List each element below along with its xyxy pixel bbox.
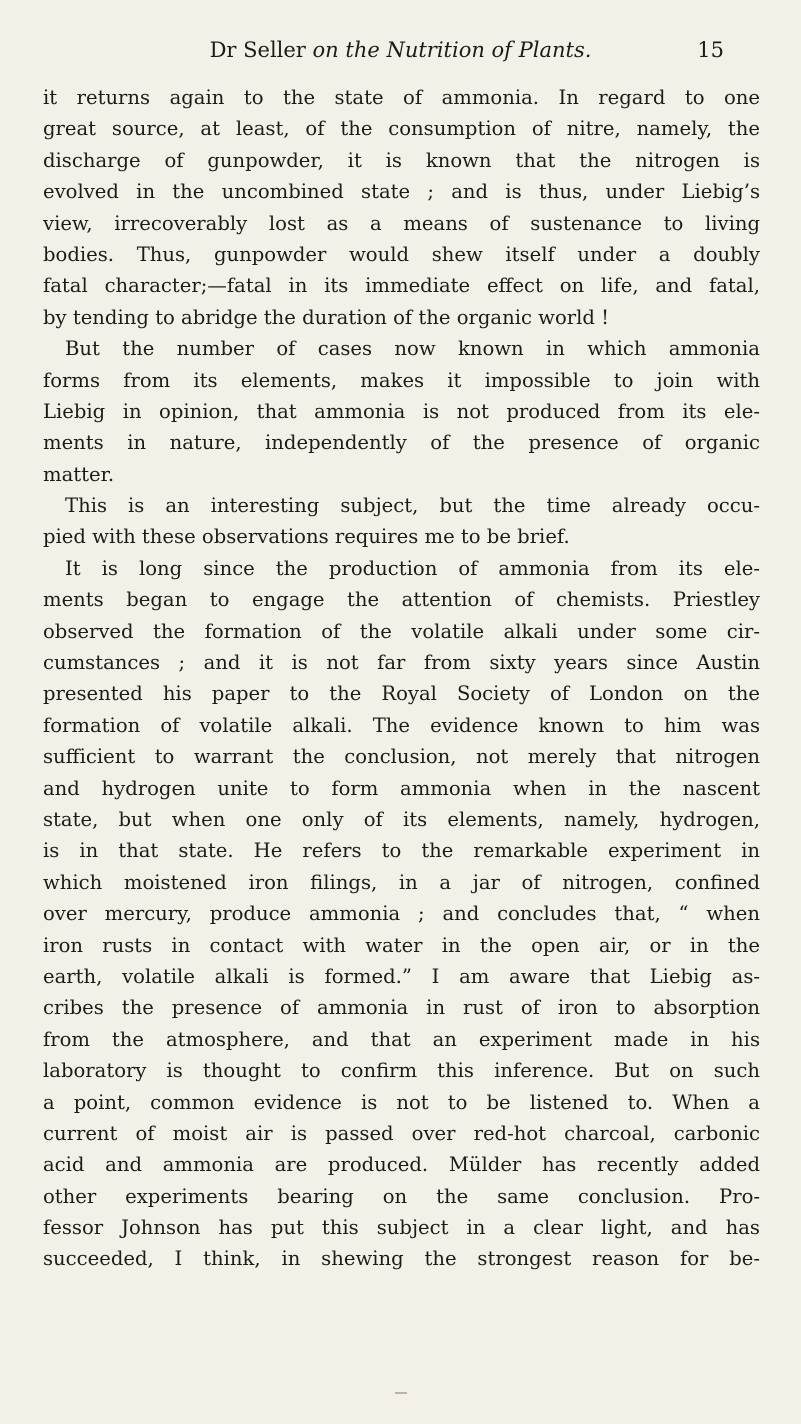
footer-mark <box>395 1392 407 1394</box>
text-line: by tending to abridge the duration of the organic world ! <box>43 305 610 329</box>
running-title <box>0 38 801 62</box>
text-line: observed the formation of the volatile alkali under some cir- <box>43 619 760 643</box>
text-line: forms from its elements, makes it impossible to join with <box>43 368 760 392</box>
text-line: Liebig in opinion, that ammonia is not produced from its ele- <box>43 399 760 423</box>
text-line: over mercury, produce ammonia ; and concludes that, “ when <box>43 902 760 926</box>
text-line: iron rusts in contact with water in the open air, or in the <box>43 933 760 957</box>
text-line: fessor Johnson has put this subject in a clear light, and has <box>43 1216 760 1240</box>
text-line: earth, volatile alkali is formed.” I am aware that Liebig as- <box>43 964 760 988</box>
text-line: cribes the presence of ammonia in rust of iron to absorption <box>43 996 760 1020</box>
page-header <box>0 38 801 72</box>
text-line: which moistened iron filings, in a jar of nitrogen, confined <box>43 870 760 894</box>
text-line: is in that state. He refers to the remarkable experiment in <box>43 839 760 863</box>
text-line: it returns again to the state of ammonia. In regard to one <box>43 86 760 109</box>
body-text <box>43 82 760 1275</box>
text-line: But the number of cases now known in which ammonia <box>65 337 760 361</box>
text-line: a point, common evidence is not to be listened to. When a <box>43 1090 760 1114</box>
text-line: other experiments bearing on the same conclusion. Pro- <box>43 1184 760 1208</box>
text-line: current of moist air is passed over red-hot charcoal, carbonic <box>43 1121 760 1145</box>
text-line: evolved in the uncombined state ; and is thus, under Liebig’s <box>43 180 760 204</box>
text-line: sufficient to warrant the conclusion, not merely that nitrogen <box>43 745 760 769</box>
text-line: It is long since the production of ammonia from its ele- <box>65 556 760 580</box>
text-line: great source, at least, of the consumption of nitre, namely, the <box>43 117 760 141</box>
running-title-work: on the Nutrition of Plants. <box>312 38 592 62</box>
text-line: bodies. Thus, gunpowder would shew itself under a doubly <box>43 242 760 266</box>
text-line: state, but when one only of its elements, namely, hydrogen, <box>43 807 760 831</box>
text-line: formation of volatile alkali. The evidence known to him was <box>43 713 760 737</box>
text-line: view, irrecoverably lost as a means of sustenance to living <box>43 211 760 235</box>
text-line: from the atmosphere, and that an experiment made in his <box>43 1027 760 1051</box>
text-line: laboratory is thought to confirm this inference. But on such <box>43 1059 760 1083</box>
text-line: and hydrogen unite to form ammonia when in the nascent <box>43 776 760 800</box>
text-line: presented his paper to the Royal Society of London on the <box>43 682 760 706</box>
text-line: succeeded, I think, in shewing the strongest reason for be- <box>43 1247 760 1271</box>
text-line: matter. <box>43 462 115 486</box>
text-line: pied with these observations requires me to be brief. <box>43 525 570 549</box>
text-line: fatal character;—fatal in its immediate effect on life, and fatal, <box>43 274 760 298</box>
text-line: cumstances ; and it is not far from sixty years since Austin <box>43 651 760 675</box>
text-line: ments began to engage the attention of chemists. Priestley <box>43 588 760 612</box>
text-line: This is an interesting subject, but the time already occu- <box>65 494 760 518</box>
text-line: discharge of gunpowder, it is known that the nitrogen is <box>43 148 760 172</box>
page-number: 15 <box>697 38 724 62</box>
text-line: ments in nature, independently of the presence of organic <box>43 431 760 455</box>
running-title-author: Dr Seller <box>209 38 313 62</box>
text-line: acid and ammonia are produced. Mülder has recently added <box>43 1153 760 1177</box>
